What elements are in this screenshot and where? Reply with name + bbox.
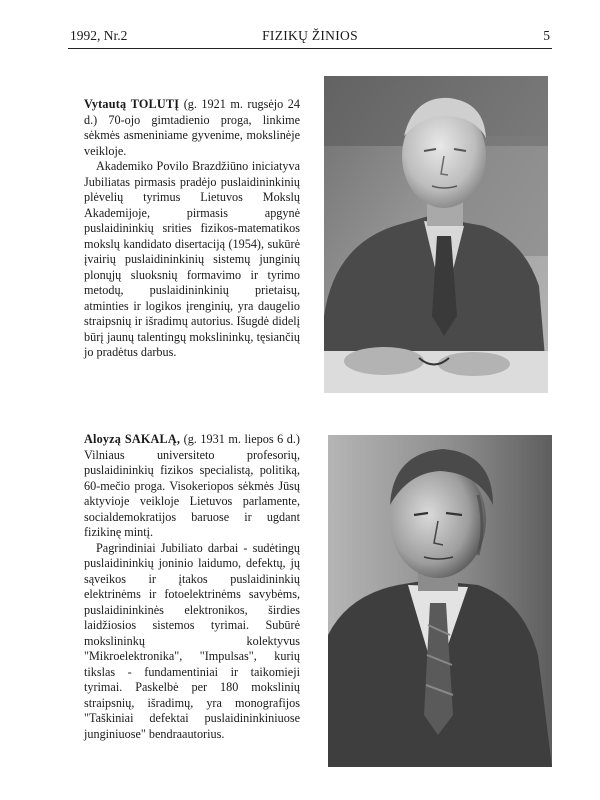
page-header <box>70 28 550 48</box>
person-name: Vytautą TOLUTĮ <box>84 97 180 111</box>
portrait-photo-tolutis <box>324 76 548 393</box>
journal-title: FIZIKŲ ŽINIOS <box>262 28 358 43</box>
intro-text: (g. 1921 m. rugsėjo 24 d.) 70-ojo gimtadienio proga, linkime sėkmės asmeniniame gyvenime, mokslinėje veikloje. <box>84 97 300 158</box>
article-body: Akademiko Povilo Brazdžiūno iniciatyva Jubiliatas pirmasis pradėjo puslaidininkinių plėvelių tyrimus Lietuvos Mokslų Akademijoje, pirmasis apgynė puslaidininkių srities fizikos-matematikos mokslų kandidato disertaciją (1954), sukūrė įvairių puslaidininkinių sistemų junginių plonųjų sluoksnių formavimo ir tyrimo metodų, puslaidininkinių prietaisų, atminties ir logikos įrenginių, yra daugelio straipsnių ir išradimų autorius. Išugdė didelį būrį jaunų talentingų mokslininkų, tęsiančių jo pradėtus darbus. <box>84 159 300 359</box>
issue-label: 1992, Nr.2 <box>70 28 128 43</box>
article-sakalas <box>84 432 300 742</box>
person-name: Aloyzą SAKALĄ, <box>84 432 181 446</box>
article-intro <box>84 432 300 541</box>
page-number: 5 <box>543 28 550 43</box>
header-rule <box>68 48 552 49</box>
article-tolutis <box>84 97 300 361</box>
portrait-photo-sakalas <box>328 435 552 767</box>
article-body: Pagrindiniai Jubiliato darbai - sudėtingų puslaidininkių joninio laidumo, defektų, jų sąveikos ir įtakos puslaidininkių elektrinėms ir fotoelektrinėms savybėms, puslaidininkinės elektronikos, širdies laidžiosios sistemos tyrimai. Subūrė mokslininkų kolektyvus "Mikroelektronika", "Impulsas", kurių tikslas - fundamentiniai ir taikomieji tyrimai. Paskelbė per 180 mokslinių straipsnių, išradimų, yra monografijos "Taškiniai defektai puslaidininkiniuose junginiuose" bendraautorius. <box>84 540 300 741</box>
intro-text: (g. 1931 m. liepos 6 d.) Vilniaus universiteto profesorių, puslaidininkių fizikos specialistą, politiką, 60-mečio proga. Visokeriopos sėkmės Jūsų aktyvioje veikloje Lietuvos parlamente, socialdemokratijos baruose ir ugdant fizikinę mintį. <box>84 432 300 539</box>
article-intro <box>84 97 300 159</box>
